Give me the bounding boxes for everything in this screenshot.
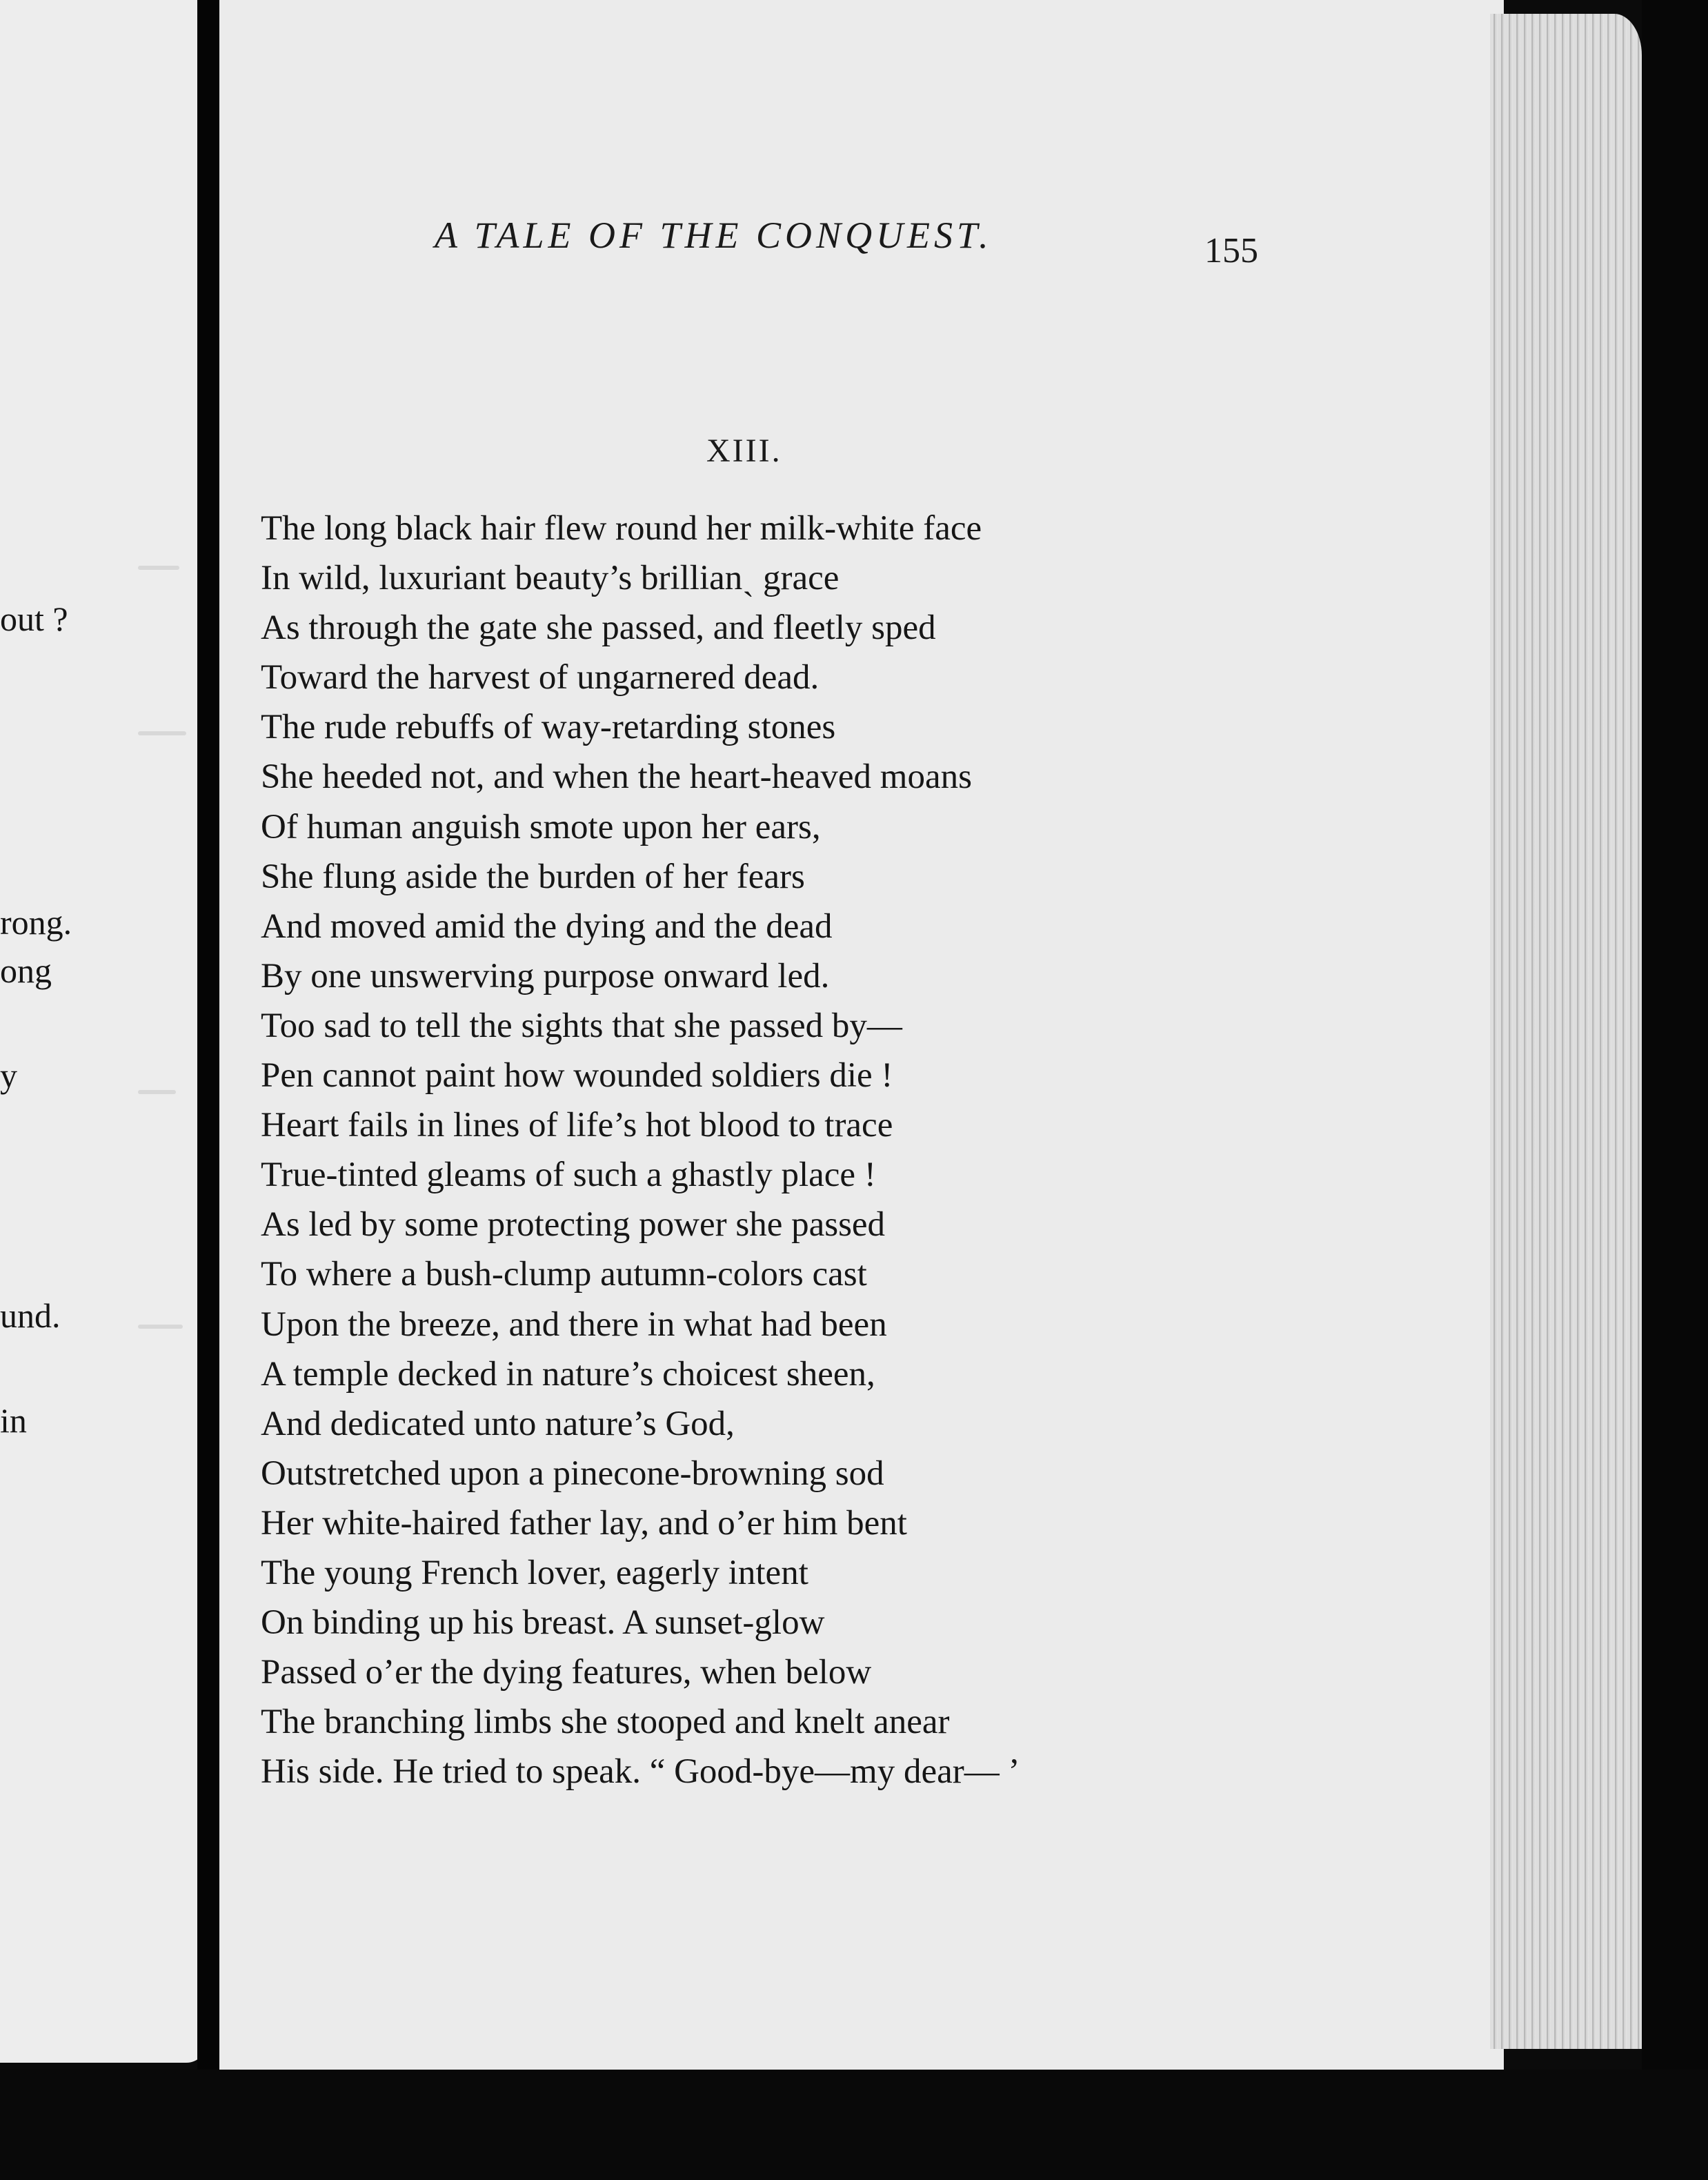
poem-line: The branching limbs she stooped and knelt anear	[261, 1703, 950, 1742]
poem-line: His side. He tried to speak. “ Good-bye—my dear— ’	[261, 1752, 1020, 1792]
poem-line: She heeded not, and when the heart-heaved moans	[261, 757, 972, 797]
bottom-shadow	[0, 2070, 1708, 2180]
running-head: A TALE OF THE CONQUEST.	[435, 215, 993, 256]
poem-line: As through the gate she passed, and fleetly sped	[261, 608, 936, 648]
poem-line: And dedicated unto nature’s God,	[261, 1404, 735, 1443]
poem-line: Upon the breeze, and there in what had been	[261, 1305, 887, 1344]
poem-line: A temple decked in nature’s choicest sheen,	[261, 1354, 875, 1394]
left-page-fragment: rong.	[0, 903, 72, 942]
page-edge-stack	[1490, 14, 1642, 2049]
left-page-fragment: und.	[0, 1296, 61, 1335]
bleed-through-mark	[138, 1090, 176, 1094]
poem-line: And moved amid the dying and the dead	[261, 906, 833, 946]
bleed-through-mark	[138, 1325, 183, 1329]
poem-line: The rude rebuffs of way-retarding stones	[261, 708, 836, 747]
poem-line: Toward the harvest of ungarnered dead.	[261, 658, 820, 697]
left-page	[0, 0, 207, 2063]
left-page-fragment: y	[0, 1056, 17, 1095]
poem-line: As led by some protecting power she passed	[261, 1205, 886, 1245]
book-gutter	[197, 0, 221, 2077]
poem-line: On binding up his breast. A sunset-glow	[261, 1603, 825, 1643]
poem-line: Pen cannot paint how wounded soldiers die !	[261, 1056, 893, 1096]
poem-line: She flung aside the burden of her fears	[261, 857, 805, 896]
bleed-through-mark	[138, 731, 186, 735]
poem-line: The young French lover, eagerly intent	[261, 1553, 808, 1592]
poem-line: Passed o’er the dying features, when below	[261, 1653, 872, 1692]
edge-shadow	[1642, 0, 1708, 2180]
poem-line: Heart fails in lines of life’s hot blood to trace	[261, 1106, 893, 1145]
bleed-through-mark	[138, 566, 179, 570]
section-number: XIII.	[706, 433, 782, 469]
left-page-fragment: in	[0, 1401, 27, 1440]
poem-line: Of human anguish smote upon her ears,	[261, 807, 821, 846]
poem-line: Too sad to tell the sights that she passed by—	[261, 1006, 902, 1045]
poem-line: Her white-haired father lay, and o’er him bent	[261, 1503, 907, 1543]
poem-line: To where a bush-clump autumn-colors cast	[261, 1255, 867, 1294]
poem-line: Outstretched upon a pinecone-browning sod	[261, 1454, 884, 1493]
poem	[261, 504, 1364, 1796]
left-page-fragment: out ?	[0, 600, 68, 638]
poem-line: The long black hair flew round her milk-white face	[261, 509, 982, 548]
left-page-fragment: ong	[0, 951, 52, 990]
page-number: 155	[1204, 231, 1258, 270]
poem-line: True-tinted gleams of such a ghastly place !	[261, 1156, 876, 1195]
poem-line: By one unswerving purpose onward led.	[261, 956, 830, 995]
poem-line: In wild, luxuriant beauty’s brillianˎ grace	[261, 559, 840, 598]
